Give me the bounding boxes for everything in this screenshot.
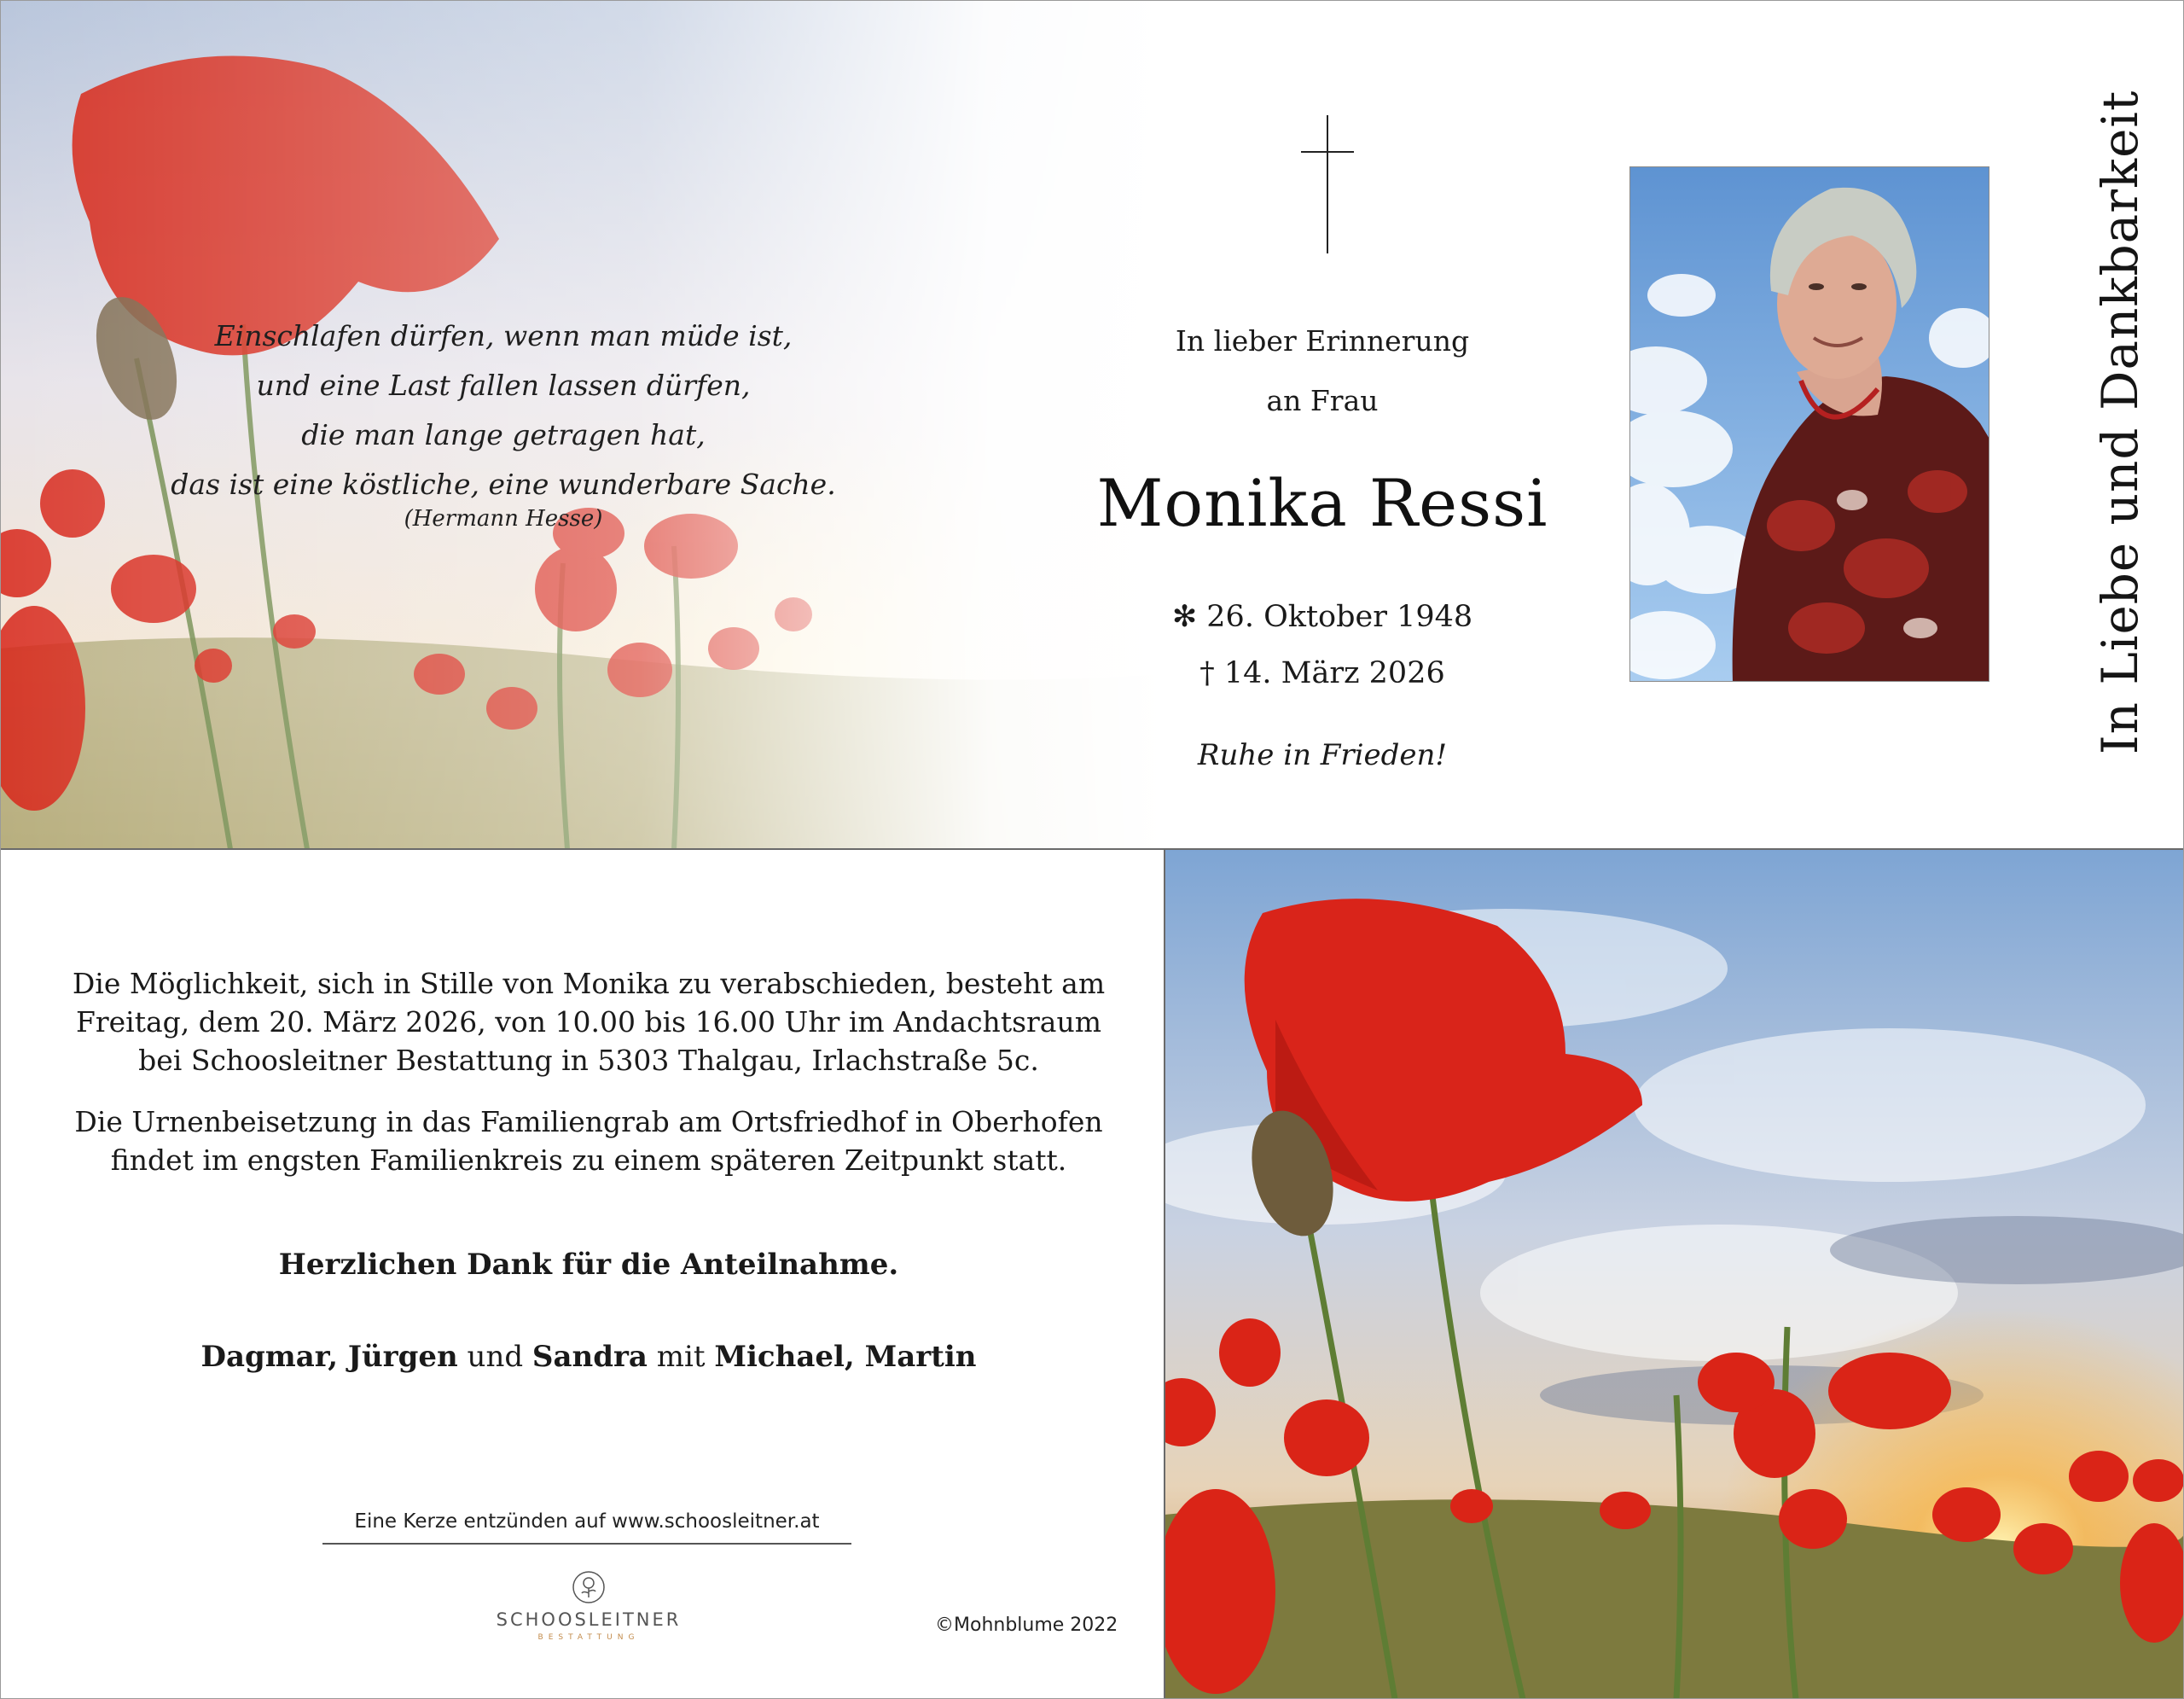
conjunction: und: [457, 1340, 532, 1374]
family-name: Dagmar, Jürgen: [200, 1340, 458, 1374]
image-copyright: ©Mohnblume 2022: [935, 1615, 1118, 1636]
poem-author: (Hermann Hesse): [404, 506, 603, 532]
family-name: Sandra: [531, 1340, 648, 1374]
death-date: † 14. März 2026: [1199, 656, 1445, 690]
candle-link[interactable]: Eine Kerze entzünden auf www.schoosleitner.at: [322, 1510, 851, 1545]
closing-phrase: Ruhe in Frieden!: [1197, 738, 1448, 772]
logo-subtitle: BESTATTUNG: [537, 1633, 640, 1642]
text-line: Freitag, dem 20. März 2026, von 10.00 bis 16.00 Uhr im Andachtsraum: [75, 1005, 1102, 1039]
family-name: Michael, Martin: [714, 1340, 977, 1374]
vertical-title: In Liebe und Dankbarkeit: [2091, 90, 2149, 755]
poem-line: und eine Last fallen lassen dürfen,: [256, 369, 751, 402]
logo-name: SCHOOSLEITNER: [496, 1609, 682, 1630]
birth-date: ✻ 26. Oktober 1948: [1171, 600, 1473, 634]
intro-line: In lieber Erinnerung: [1175, 324, 1470, 358]
deceased-name: Monika Ressi: [1096, 465, 1548, 541]
poem-line: die man lange getragen hat,: [301, 418, 706, 451]
text-line: Die Urnenbeisetzung in das Familiengrab am Ortsfriedhof in Oberhofen: [74, 1105, 1103, 1138]
poem-line: Einschlafen dürfen, wenn man müde ist,: [214, 319, 793, 352]
text-line: Die Möglichkeit, sich in Stille von Monika zu verabschieden, besteht am: [72, 967, 1106, 1000]
text-line: findet im engsten Familienkreis zu einem späteren Zeitpunkt statt.: [110, 1143, 1067, 1177]
text-line: bei Schoosleitner Bestattung in 5303 Thalgau, Irlachstraße 5c.: [138, 1044, 1039, 1077]
conjunction: mit: [647, 1340, 715, 1374]
poem-line: das ist eine köstliche, eine wunderbare Sache.: [171, 468, 836, 501]
intro-line: an Frau: [1266, 384, 1379, 417]
thanks-line: Herzlichen Dank für die Anteilnahme.: [278, 1248, 899, 1282]
